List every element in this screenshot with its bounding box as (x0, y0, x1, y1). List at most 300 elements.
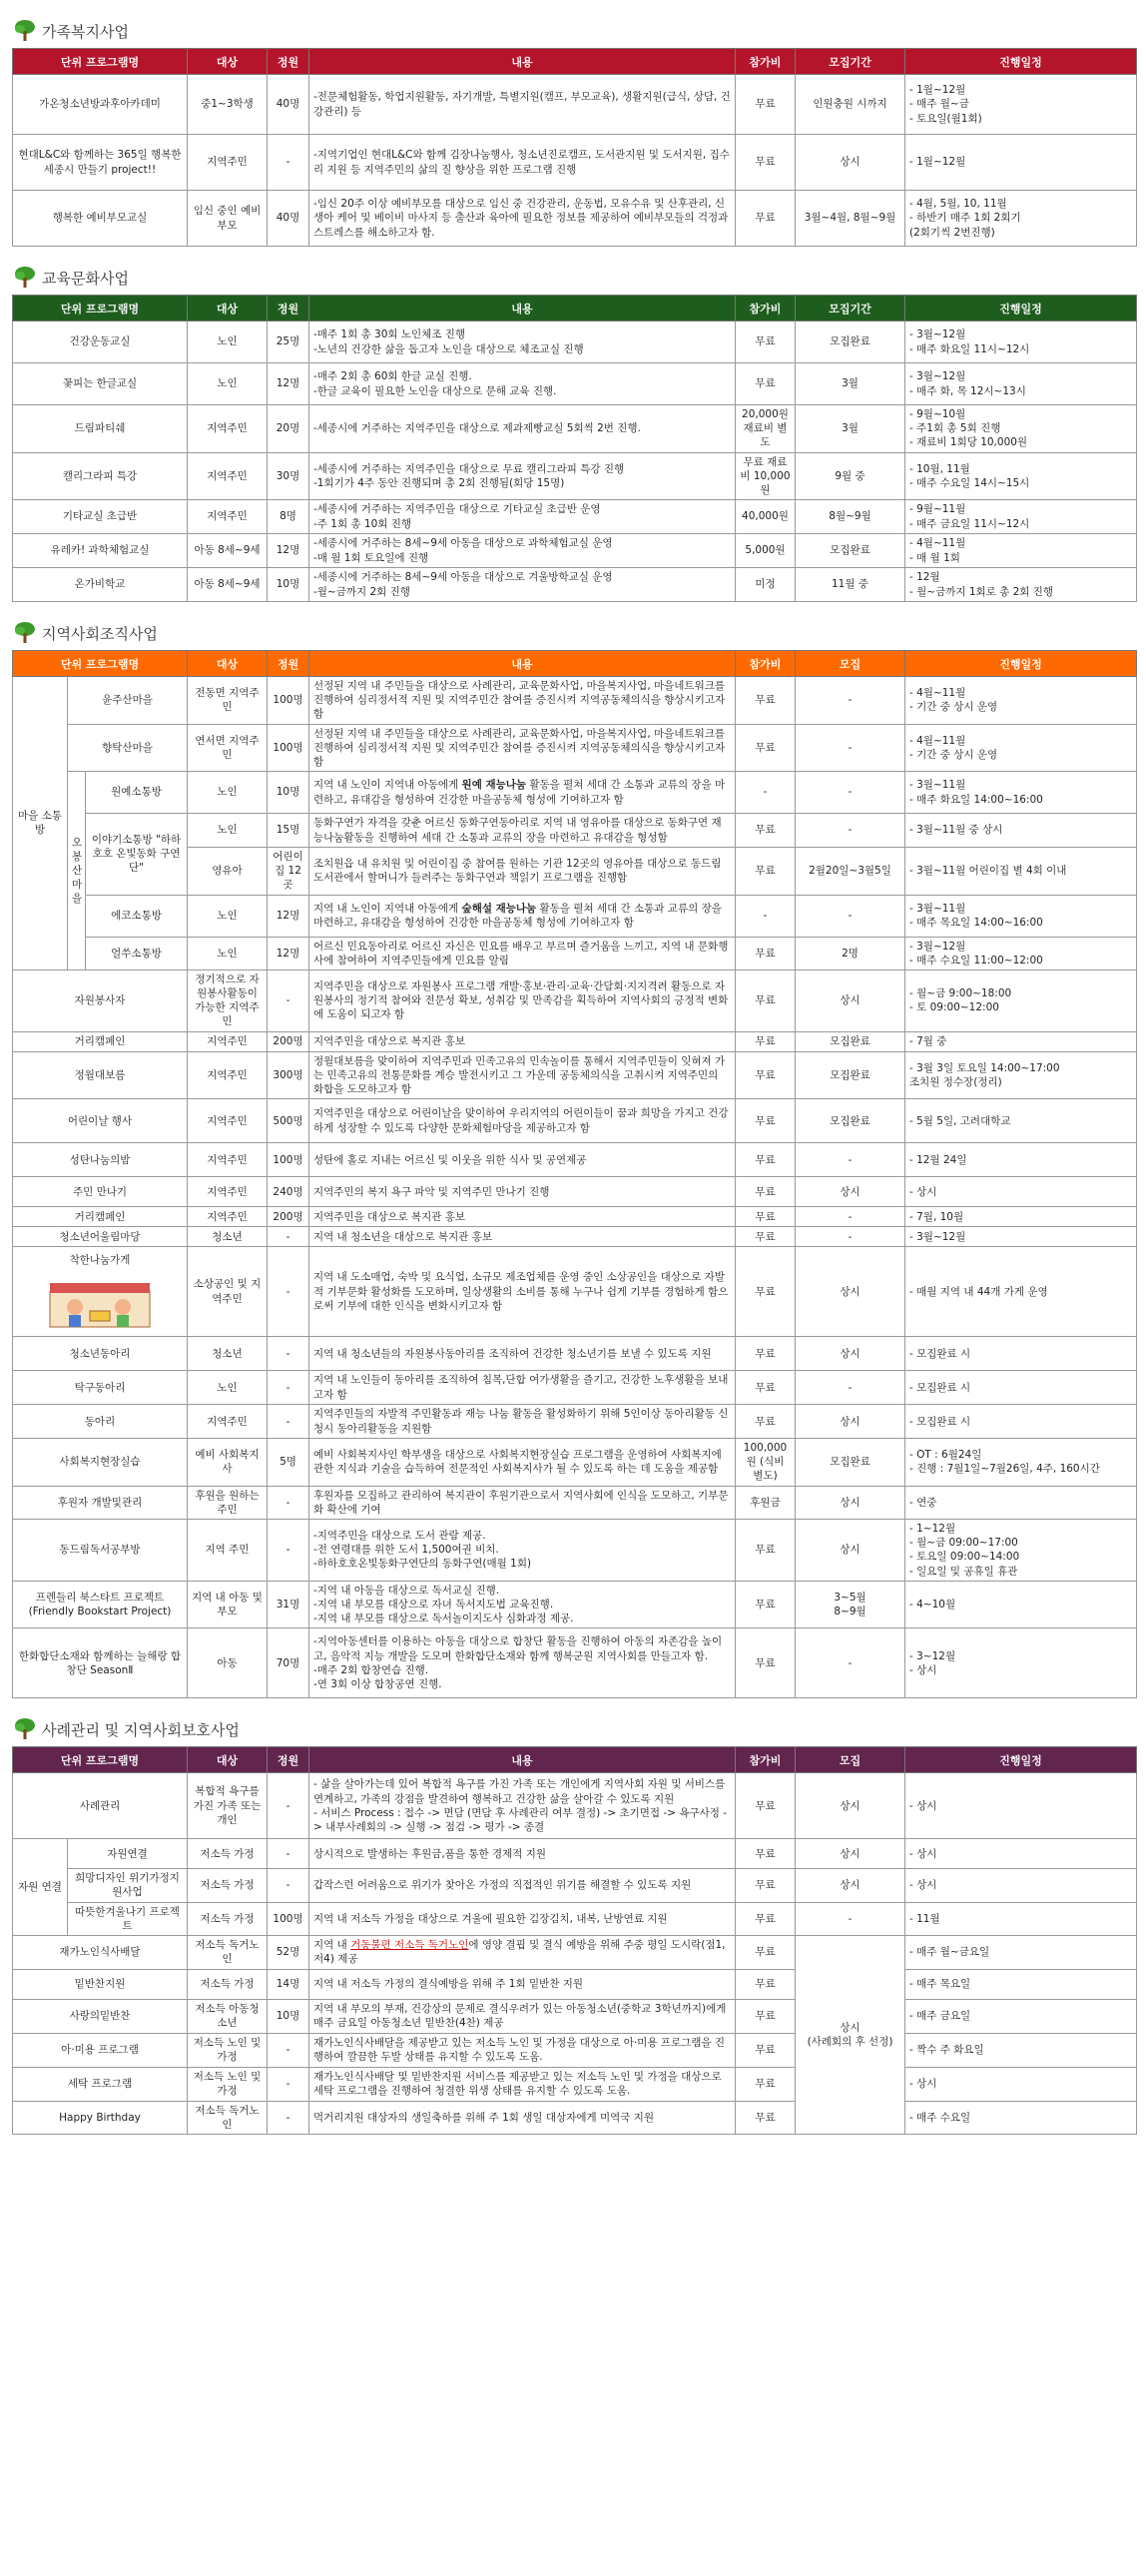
fee-cell: 5,000원 (736, 534, 796, 568)
content-cell: 먹거리지원 대상자의 생일축하를 위해 주 1회 생일 대상자에게 미역국 지원 (309, 2101, 736, 2134)
program-name: 현대L&C와 함께하는 365일 행복한 세종시 만들기 project!! (13, 135, 188, 191)
capacity-cell: 12명 (268, 363, 309, 405)
schedule-cell: - 3월~12월 - 매주 수요일 11:00~12:00 (905, 937, 1137, 969)
recruit-cell: 3월 (796, 363, 905, 405)
schedule-cell: - OT : 6월24일 - 진행 : 7월1일~7월26일, 4주, 160시간 (905, 1439, 1137, 1487)
table-row (13, 75, 1137, 135)
program-name: 꽃피는 한글교실 (13, 363, 188, 405)
capacity-cell: 100명 (268, 724, 309, 772)
content-cell: 지역주민을 대상으로 복지관 홍보 (309, 1207, 736, 1227)
column-header: 단위 프로그램명 (13, 296, 188, 322)
table-family-welfare (12, 48, 1137, 247)
table-row (13, 322, 1137, 363)
fee-cell: 무료 (736, 848, 796, 896)
schedule-cell: - 4월~11월 - 매 월 1회 (905, 534, 1137, 568)
content-cell: -세종시에 거주하는 지역주민을 대상으로 무료 캘리그라피 특강 진행 -1회기가 4주 동안 진행되며 총 2회 진행됨(회당 15명) (309, 452, 736, 500)
column-header: 모집 (796, 651, 905, 677)
recruit-cell: 모집완료 (796, 1099, 905, 1143)
column-header: 대상 (188, 296, 268, 322)
table-row (13, 937, 1137, 969)
program-name: 원예소통방 (86, 772, 188, 814)
target-cell: 노인 (188, 363, 268, 405)
table-row (13, 895, 1137, 937)
content-cell: 예비 사회복지사인 학부생을 대상으로 사회복지현장실습 프로그램을 운영하여 사회복지에 관한 지식과 기술을 습득하여 전문적인 사회복지사가 될 수 있도록 하는 데 도움을 제공함 (309, 1439, 736, 1487)
content-cell: 지역 내 부모의 부재, 건강상의 문제로 결식우려가 있는 아동청소년(중학교 3학년까지)에게 매주 금요일 아동청소년 밑반찬(4찬) 제공 (309, 1999, 736, 2033)
program-name: 사랑의밑반찬 (13, 1999, 188, 2033)
program-name: 기타교실 초급반 (13, 500, 188, 534)
content-cell: -세종시에 거주하는 8세~9세 아동을 대상으로 겨울방학교실 운영 -월~금까지 2회 진행 (309, 568, 736, 602)
schedule-cell: - 상시 (905, 1773, 1137, 1839)
target-cell: 지역주민 (188, 405, 268, 453)
content-cell: 지역주민의 복지 욕구 파악 및 지역주민 만나기 진행 (309, 1177, 736, 1207)
table-row (13, 191, 1137, 247)
content-cell: 정월대보름을 맞이하여 지역주민과 민족고유의 민속놀이를 통해서 지역주민들이 잊혀져 가는 민족고유의 전통문화를 계승 발전시키고 그 가운데 공동체의식을 고취시켜 지역주민의 화합을 도모하고자 함 (309, 1051, 736, 1099)
section-title-education: 교육문화사업 (12, 261, 1146, 295)
fee-cell: 무료 (736, 1839, 796, 1869)
recruit-cell: - (796, 1143, 905, 1177)
capacity-cell: - (268, 1227, 309, 1247)
recruit-cell: 모집완료 (796, 1031, 905, 1051)
column-header: 참가비 (736, 651, 796, 677)
program-name: 프렌들리 북스타트 프로젝트 (Friendly Bookstart Project) (13, 1581, 188, 1628)
recruit-cell: - (796, 1628, 905, 1698)
target-cell: 지역주민 (188, 500, 268, 534)
capacity-cell: - (268, 1486, 309, 1519)
program-name: 성탄나눔의밤 (13, 1143, 188, 1177)
table-row (13, 534, 1137, 568)
recruit-cell: - (796, 895, 905, 937)
fee-cell: 후원금 (736, 1486, 796, 1519)
column-header: 정원 (268, 49, 309, 75)
content-cell: -매주 1회 총 30회 노인체조 진행 -노년의 건강한 삶을 돕고자 노인을 대상으로 체조교실 진행 (309, 322, 736, 363)
capacity-cell: - (268, 135, 309, 191)
content-cell: 지역 내 거동불편 저소득 독거노인에 영양 결핍 및 결식 예방을 위해 주중 평일 도시락(점1, 저4) 제공 (309, 1935, 736, 1969)
target-cell: 지역 내 아동 및 부모 (188, 1581, 268, 1628)
capacity-cell: 8명 (268, 500, 309, 534)
capacity-cell: - (268, 1519, 309, 1581)
table-row (13, 1902, 1137, 1935)
table-row (13, 1207, 1137, 1227)
column-header: 단위 프로그램명 (13, 49, 188, 75)
column-header: 참가비 (736, 296, 796, 322)
fee-cell: 무료 (736, 1628, 796, 1698)
target-cell: 저소득 아동청소년 (188, 1999, 268, 2033)
column-header: 내용 (309, 49, 736, 75)
content-cell: 지역 내 노인이 지역내 아동에게 숲해설 재능나눔 활동을 펼쳐 세대 간 소통과 교류의 장을 마련하고, 유대감을 형성하여 건강한 마을공동체 형성에 기여하고자 함 (309, 895, 736, 937)
capacity-cell: - (268, 1337, 309, 1371)
recruit-cell: - (796, 1207, 905, 1227)
schedule-cell: - 3월~11월 중 상시 (905, 814, 1137, 848)
content-cell: -세종시에 거주하는 지역주민을 대상으로 제과제빵교실 5회씩 2번 진행. (309, 405, 736, 453)
content-cell: -지역기업인 현대L&C와 함께 김장나눔행사, 청소년진로캠프, 도서관지원 및 도서지원, 집수리 지원 등 지역주민의 삶의 질 향상을 위한 프로그램 진행 (309, 135, 736, 191)
program-name: Happy Birthday (13, 2101, 188, 2134)
recruit-cell: 8월~9월 (796, 500, 905, 534)
highlight-text: 거동불편 저소득 독거노인 (350, 1939, 469, 1952)
table-row (13, 1869, 1137, 1902)
content-cell: 조치원읍 내 유치원 및 어린이집 중 참여를 원하는 기관 12곳의 영유아를 대상으로 동드림 도서관에서 할머니가 들려주는 동화구연과 책읽기 프로그램을 진행함 (309, 848, 736, 896)
schedule-cell: - 4월~11월 - 기간 중 상시 운영 (905, 724, 1137, 772)
content-cell: 어르신 민요동아리로 어르신 자신은 민요를 배우고 부르며 즐거움을 느끼고, 지역 내 문화행사에 참여하여 지역주민들에게 민요를 알림 (309, 937, 736, 969)
fee-cell: 무료 (736, 2067, 796, 2101)
program-name: 아·미용 프로그램 (13, 2033, 188, 2067)
content-cell: -매주 2회 총 60회 한글 교실 진행. -한글 교육이 필요한 노인을 대상으로 문해 교육 진행. (309, 363, 736, 405)
group-label: 자원 연결 (13, 1839, 68, 1936)
schedule-cell: - 매월 지역 내 44개 가게 운영 (905, 1247, 1137, 1337)
column-header: 단위 프로그램명 (13, 651, 188, 677)
fee-cell: 무료 (736, 1869, 796, 1902)
recruit-cell: 모집완료 (796, 322, 905, 363)
target-cell: 노인 (188, 895, 268, 937)
fee-cell: 무료 (736, 1051, 796, 1099)
program-name: 탁구동아리 (13, 1371, 188, 1405)
recruit-cell: - (796, 1371, 905, 1405)
tree-icon (12, 620, 38, 646)
capacity-cell: - (268, 1839, 309, 1869)
target-cell: 청소년 (188, 1227, 268, 1247)
target-cell: 지역주민 (188, 452, 268, 500)
program-name: 희망디자인 위기가정지원사업 (68, 1869, 188, 1902)
table-row (13, 1486, 1137, 1519)
tree-icon (12, 18, 38, 44)
column-header: 진행일정 (905, 49, 1137, 75)
program-name: 정월대보름 (13, 1051, 188, 1099)
target-cell: 지역주민 (188, 1177, 268, 1207)
column-header: 대상 (188, 1747, 268, 1773)
target-cell: 후원을 원하는 주민 (188, 1486, 268, 1519)
recruit-cell: 상시 (사례회의 후 선정) (796, 1935, 905, 2134)
column-header: 모집 (796, 1747, 905, 1773)
content-cell: 지역주민들의 자발적 주민활동과 재능 나눔 활동을 활성화하기 위해 5인이상 동아리활동 신청시 동아리활동을 지원함 (309, 1405, 736, 1439)
capacity-cell: 20명 (268, 405, 309, 453)
content-cell: 성탄에 홀로 지내는 어르신 및 이웃을 위한 식사 및 공연제공 (309, 1143, 736, 1177)
content-cell: 선정된 지역 내 주민들을 대상으로 사례관리, 교육문화사업, 마을복지사업, 마을네트워크를 진행하여 심리정서적 지원 및 지역주민간 참여를 증진시켜 지역공동체의식을 향상시키고자 함 (309, 677, 736, 725)
recruit-cell: - (796, 1902, 905, 1935)
target-cell: 지역주민 (188, 1051, 268, 1099)
target-cell: 저소득 독거노인 (188, 2101, 268, 2134)
column-header: 내용 (309, 1747, 736, 1773)
table-community-organizing (12, 650, 1137, 1698)
section-title-case-management: 사례관리 및 지역사회보호사업 (12, 1712, 1146, 1746)
fee-cell: 무료 (736, 1902, 796, 1935)
fee-cell: 무료 (736, 1143, 796, 1177)
tree-icon (12, 1716, 38, 1742)
target-cell: 노인 (188, 1371, 268, 1405)
fee-cell: 무료 (736, 814, 796, 848)
content-cell: 지역 내 청소년들의 자원봉사동아리를 조직하여 건강한 청소년기를 보낼 수 있도록 지원 (309, 1337, 736, 1371)
recruit-cell: - (796, 772, 905, 814)
program-name: 사회복지현장실습 (13, 1439, 188, 1487)
highlight-text: 숲해설 재능나눔 (461, 902, 537, 915)
recruit-cell: 모집완료 (796, 534, 905, 568)
schedule-cell: - 3월~12월 - 매주 화, 목 12시~13시 (905, 363, 1137, 405)
program-name: 따뜻한겨울나기 프로젝트 (68, 1902, 188, 1935)
schedule-cell: - 짝수 주 화요일 (905, 2033, 1137, 2067)
capacity-cell: 12명 (268, 534, 309, 568)
target-cell: 노인 (188, 322, 268, 363)
schedule-cell: - 3월 3일 토요일 14:00~17:00 조치원 정수장(정리) (905, 1051, 1137, 1099)
table-case-management (12, 1746, 1137, 2135)
capacity-cell: 200명 (268, 1207, 309, 1227)
program-name: 청소년동아리 (13, 1337, 188, 1371)
content-cell: -세종시에 거주하는 지역주민을 대상으로 기타교실 초급반 운영 -주 1회 총 10회 진행 (309, 500, 736, 534)
program-name: 건강운동교실 (13, 322, 188, 363)
fee-cell: - (736, 895, 796, 937)
recruit-cell: 상시 (796, 1247, 905, 1337)
schedule-cell: - 5월 5일, 고려대학교 (905, 1099, 1137, 1143)
schedule-cell: - 모집완료 시 (905, 1405, 1137, 1439)
program-name: 주민 만나기 (13, 1177, 188, 1207)
recruit-cell: 11월 중 (796, 568, 905, 602)
target-cell: 저소득 가정 (188, 1839, 268, 1869)
capacity-cell: 300명 (268, 1051, 309, 1099)
column-header: 대상 (188, 49, 268, 75)
content-cell: 상시적으로 발생하는 후원금,품을 통한 경제적 지원 (309, 1839, 736, 1869)
fee-cell: 미정 (736, 568, 796, 602)
schedule-cell: - 4~10월 (905, 1581, 1137, 1628)
recruit-cell: - (796, 677, 905, 725)
table-row (13, 1519, 1137, 1581)
content-cell: 재가노인식사배달 및 밑반찬지원 서비스를 제공받고 있는 저소득 노인 및 가정을 대상으로 세탁 프로그램을 진행하여 청결한 위생 상태를 유지할 수 있도록 도움. (309, 2067, 736, 2101)
table-row (13, 1337, 1137, 1371)
content-cell: 지역 내 도소매업, 숙박 및 요식업, 소규모 제조업체를 운영 중인 소상공인을 대상으로 자발적 기부문화 활성화를 도모하며, 일상생활의 소비를 통해 누구나 쉽게 기부를 경험하게 함으로써 기부에 대한 인식을 변화시키고자 함 (309, 1247, 736, 1337)
table-row (13, 1051, 1137, 1099)
fee-cell: 무료 (736, 2033, 796, 2067)
fee-cell: 무료 (736, 322, 796, 363)
schedule-cell: - 10월, 11월 - 매주 수요일 14시~15시 (905, 452, 1137, 500)
program-name: 거리캠페인 (13, 1207, 188, 1227)
recruit-cell: 3월~4월, 8월~9월 (796, 191, 905, 247)
table-row (13, 724, 1137, 772)
program-name: 거리캠페인 (13, 1031, 188, 1051)
group-label: 마을 소통방 (13, 677, 68, 970)
recruit-cell: 2명 (796, 937, 905, 969)
target-cell: 지역주민 (188, 1143, 268, 1177)
target-cell: 아동 (188, 1628, 268, 1698)
content-cell: 갑작스런 어려움으로 위기가 찾아온 가정의 직접적인 위기를 해결할 수 있도록 지원 (309, 1869, 736, 1902)
schedule-cell: - 3~12월 - 상시 (905, 1628, 1137, 1698)
program-name: 동아리 (13, 1405, 188, 1439)
schedule-cell: - 12월 - 월~금까지 1회로 총 2회 진행 (905, 568, 1137, 602)
target-cell: 연서면 지역주민 (188, 724, 268, 772)
capacity-cell: 10명 (268, 772, 309, 814)
table-row (13, 1177, 1137, 1207)
subgroup-label: 오 봉 산 마 을 (68, 772, 86, 970)
table-row (13, 1581, 1137, 1628)
fee-cell: 무료 (736, 1099, 796, 1143)
column-header: 모집기간 (796, 296, 905, 322)
target-cell: 노인 (188, 814, 268, 848)
schedule-cell: - 7월 중 (905, 1031, 1137, 1051)
capacity-cell: 30명 (268, 452, 309, 500)
table-row (13, 500, 1137, 534)
capacity-cell: - (268, 2033, 309, 2067)
fee-cell: 무료 (736, 677, 796, 725)
capacity-cell: 40명 (268, 75, 309, 135)
capacity-cell: - (268, 969, 309, 1031)
fee-cell: 무료 (736, 1031, 796, 1051)
section-title-community: 지역사회조직사업 (12, 616, 1146, 650)
content-cell: 지역주민을 대상으로 자원봉사 프로그램 개발·홍보·관리·교육·간담회·지지격려 활동으로 자원봉사의 정기적 참여와 전문성 확보, 성취감 및 만족감을 획득하여 지역사회의 긍정적 변화에 도움이 되고자 함 (309, 969, 736, 1031)
fee-cell: 20,000원 재료비 별도 (736, 405, 796, 453)
capacity-cell: 100명 (268, 1902, 309, 1935)
recruit-cell: 모집완료 (796, 1439, 905, 1487)
schedule-cell: - 3월~12월 - 매주 화요일 11시~12시 (905, 322, 1137, 363)
capacity-cell: - (268, 1405, 309, 1439)
schedule-cell: - 매주 월~금요일 (905, 1935, 1137, 1969)
content-cell: -세종시에 거주하는 8세~9세 아동을 대상으로 과학체험교실 운영 -매 월 1회 토요일에 진행 (309, 534, 736, 568)
fee-cell: 무료 (736, 1337, 796, 1371)
schedule-cell: - 3월~11월 - 매주 화요일 14:00~16:00 (905, 772, 1137, 814)
table-row (13, 452, 1137, 500)
table-row (13, 1143, 1137, 1177)
fee-cell: 무료 (736, 1371, 796, 1405)
content-cell: -전문체험활동, 학업지원활동, 자기개발, 특별지원(캠프, 부모교육), 생활지원(급식, 상담, 건강관리) 등 (309, 75, 736, 135)
schedule-cell: - 매주 수요일 (905, 2101, 1137, 2134)
schedule-cell: - 1~12월 - 월~금 09:00~17:00 - 토요일 09:00~14:00 - 일요일 및 공휴일 휴관 (905, 1519, 1137, 1581)
capacity-cell: 10명 (268, 1999, 309, 2033)
table-row (13, 1247, 1137, 1337)
schedule-cell: - 상시 (905, 2067, 1137, 2101)
target-cell: 저소득 가정 (188, 1969, 268, 1999)
target-cell: 노인 (188, 772, 268, 814)
highlight-text: 원예 재능나눔 (461, 779, 527, 792)
fee-cell: 무료 (736, 363, 796, 405)
column-header: 단위 프로그램명 (13, 1747, 188, 1773)
table-row (13, 1969, 1137, 1999)
section-title-family: 가족복지사업 (12, 14, 1146, 48)
capacity-cell: 어린이집 12곳 (268, 848, 309, 896)
program-name: 온가비학교 (13, 568, 188, 602)
fee-cell: 무료 (736, 1227, 796, 1247)
capacity-cell: 14명 (268, 1969, 309, 1999)
fee-cell: 무료 (736, 969, 796, 1031)
content-cell: 동화구연가 자격을 갖춘 어르신 동화구연동아리로 지역 내 영유아를 대상으로 동화구연 재능나눔활동을 진행하여 세대 간 소통과 교류의 장을 마련하고 유대감을 형성함 (309, 814, 736, 848)
recruit-cell: 상시 (796, 1773, 905, 1839)
fee-cell: 100,000원 (식비 별도) (736, 1439, 796, 1487)
target-cell: 복합적 욕구를 가진 가족 또는 개인 (188, 1773, 268, 1839)
program-name: 자원봉사자 (13, 969, 188, 1031)
capacity-cell: 5명 (268, 1439, 309, 1487)
fee-cell: 무료 (736, 2101, 796, 2134)
column-header: 진행일정 (905, 1747, 1137, 1773)
target-cell: 지역주민 (188, 1099, 268, 1143)
table-row (13, 2101, 1137, 2134)
program-name: 청소년어울림마당 (13, 1227, 188, 1247)
fee-cell: 무료 (736, 1999, 796, 2033)
program-name: 사례관리 (13, 1773, 188, 1839)
recruit-cell: 9월 중 (796, 452, 905, 500)
fee-cell: 무료 재료비 10,000원 (736, 452, 796, 500)
fee-cell: 무료 (736, 135, 796, 191)
program-name: 세탁 프로그램 (13, 2067, 188, 2101)
program-name: 한화합단소재와 함께하는 늘해랑 합창단 SeasonⅡ (13, 1628, 188, 1698)
content-cell: 후원자를 모집하고 관리하여 복지관이 후원기관으로서 지역사회에 인식을 도모하고, 기부문화 확산에 기여 (309, 1486, 736, 1519)
table-education-culture (12, 295, 1137, 602)
recruit-cell: - (796, 1227, 905, 1247)
capacity-cell: 10명 (268, 568, 309, 602)
target-cell: 아동 8세~9세 (188, 534, 268, 568)
content-cell: -지역 내 아동을 대상으로 독서교실 진행. -지역 내 부모를 대상으로 자녀 독서지도법 교육진행. -지역 내 부모를 대상으로 독서놀이지도사 심화과정 제공. (309, 1581, 736, 1628)
schedule-cell: - 월~금 9:00~18:00 - 토 09:00~12:00 (905, 969, 1137, 1031)
column-header: 참가비 (736, 1747, 796, 1773)
content-cell: - 삶을 살아가는데 있어 복합적 욕구를 가진 가족 또는 개인에게 지역사회 자원 및 서비스를 연계하고, 가족의 강점을 발견하여 행복하고 건강한 삶을 살아갈 수 있도록 지원 - 서비스 Process : 접수 -> 면담 (면담 후 사례관리 여부 결정) -> 초기면접 -> 욕구사정 -> 내부사례회의 -> 실행 -> 점검 -> 평가 -> 종결 (309, 1773, 736, 1839)
schedule-cell: - 상시 (905, 1839, 1137, 1869)
target-cell: 예비 사회복지사 (188, 1439, 268, 1487)
table-row (13, 814, 1137, 848)
target-cell: 지역주민 (188, 135, 268, 191)
target-cell: 영유아 (188, 848, 268, 896)
column-header: 모집기간 (796, 49, 905, 75)
target-cell: 지역주민 (188, 1405, 268, 1439)
program-name: 가온청소년방과후아카데미 (13, 75, 188, 135)
recruit-cell: 상시 (796, 1405, 905, 1439)
target-cell: 저소득 노인 및 가정 (188, 2033, 268, 2067)
target-cell: 전동면 지역주민 (188, 677, 268, 725)
content-cell: -지역아동센터를 이용하는 아동을 대상으로 합창단 활동을 진행하여 아동의 자존감을 높이고, 음악적 지능 개발을 도모며 한화합단소재와 함께 행복군원 지역사회를 만들고자 함. -매주 2회 합창연습 진행. -연 3회 이상 합창공연 진행. (309, 1628, 736, 1698)
fee-cell: 무료 (736, 75, 796, 135)
schedule-cell: - 상시 (905, 1869, 1137, 1902)
table-row (13, 2033, 1137, 2067)
table-row (13, 1999, 1137, 2033)
recruit-cell: - (796, 724, 905, 772)
capacity-cell: 240명 (268, 1177, 309, 1207)
program-name: 자원연결 (68, 1839, 188, 1869)
recruit-cell: - (796, 814, 905, 848)
program-name: 이야기소통방 "하하호호 온빛동화 구연단" (86, 814, 188, 896)
program-name: 행복한 예비부모교실 (13, 191, 188, 247)
schedule-cell: - 12월 24일 (905, 1143, 1137, 1177)
schedule-cell: - 3월~11월 어린이집 별 4회 이내 (905, 848, 1137, 896)
schedule-cell: - 3월~12월 (905, 1227, 1137, 1247)
column-header: 정원 (268, 296, 309, 322)
capacity-cell: - (268, 2067, 309, 2101)
table-row (13, 1628, 1137, 1698)
content-cell: 지역 내 노인들이 동아리를 조직하여 침목,단합 여가생활을 즐기고, 건강한 노후생활을 보내고자 함 (309, 1371, 736, 1405)
schedule-cell: - 1월~12월 - 매주 월~금 - 토요일(월1회) (905, 75, 1137, 135)
content-cell: -임신 20주 이상 예비부모를 대상으로 임신 중 건강관리, 운동법, 모유수유 및 산후관리, 신생아 케어 및 베이비 마사지 등 출산과 육아에 필요한 정보를 제공하여 예비부모들의 걱정과 스트레스를 해소하고자 함. (309, 191, 736, 247)
recruit-cell: 상시 (796, 1519, 905, 1581)
target-cell: 지역주민 (188, 1031, 268, 1051)
capacity-cell: 31명 (268, 1581, 309, 1628)
fee-cell: 무료 (736, 1773, 796, 1839)
content-cell: -지역주민을 대상으로 도서 관람 제공. -전 연령대를 위한 도서 1,500여권 비치. -하하호호온빛동화구연단의 동화구연(매월 1회) (309, 1519, 736, 1581)
column-header: 정원 (268, 651, 309, 677)
capacity-cell: 52명 (268, 1935, 309, 1969)
program-name: 캘리그라피 특강 (13, 452, 188, 500)
table-row (13, 363, 1137, 405)
content-cell: 지역주민을 대상으로 복지관 홍보 (309, 1031, 736, 1051)
fee-cell: 무료 (736, 191, 796, 247)
fee-cell: 무료 (736, 937, 796, 969)
fee-cell: 40,000원 (736, 500, 796, 534)
schedule-cell: - 모집완료 시 (905, 1371, 1137, 1405)
program-name (13, 1247, 188, 1337)
schedule-cell: - 9월~11월 - 매주 금요일 11시~12시 (905, 500, 1137, 534)
capacity-cell: - (268, 1247, 309, 1337)
capacity-cell: 25명 (268, 322, 309, 363)
table-row (13, 1371, 1137, 1405)
column-header: 내용 (309, 296, 736, 322)
capacity-cell: 15명 (268, 814, 309, 848)
content-cell: 선정된 지역 내 주민들을 대상으로 사례관리, 교육문화사업, 마을복지사업, 마을네트워크를 진행하여 심리정서적 지원 및 지역주민간 참여를 증진시켜 지역공동체의식을 향상시키고자 함 (309, 724, 736, 772)
column-header: 정원 (268, 1747, 309, 1773)
schedule-cell: - 상시 (905, 1177, 1137, 1207)
schedule-cell: - 11월 (905, 1902, 1137, 1935)
recruit-cell: 상시 (796, 1869, 905, 1902)
recruit-cell: 3월 (796, 405, 905, 453)
recruit-cell: 2월20일~3월5일 (796, 848, 905, 896)
tree-icon (12, 265, 38, 291)
